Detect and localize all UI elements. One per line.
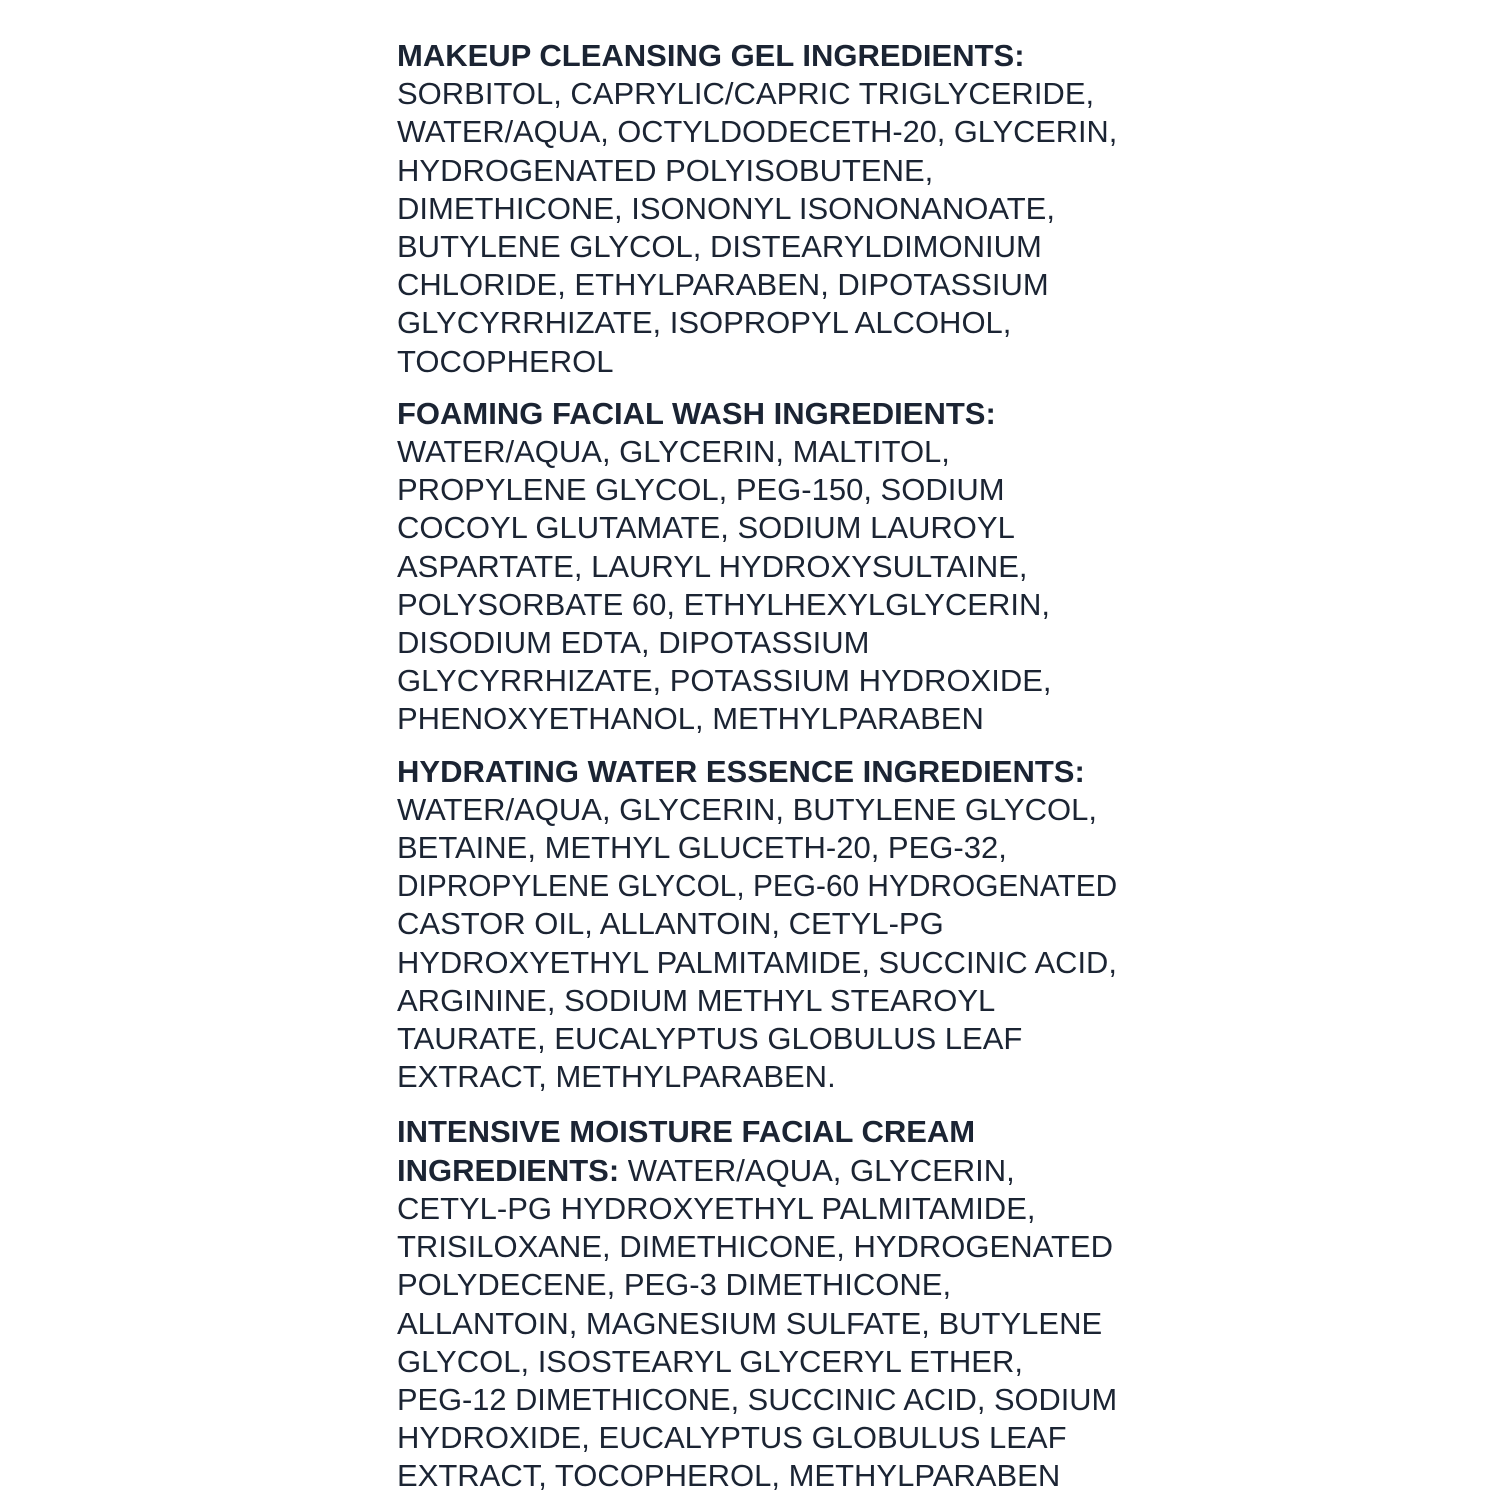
ingredient-line: BETAINE, METHYL GLUCETH-20, PEG-32, [397,830,1007,866]
ingredient-line: POLYSORBATE 60, ETHYLHEXYLGLYCERIN, [397,586,1050,622]
ingredient-line: CHLORIDE, ETHYLPARABEN, DIPOTASSIUM [397,267,1049,303]
ingredient-line: DIMETHICONE, ISONONYL ISONONANOATE, [397,190,1055,226]
ingredient-line-with-heading [397,1152,1117,1190]
ingredient-line: ALLANTOIN, MAGNESIUM SULFATE, BUTYLENE [397,1305,1103,1341]
ingredient-line: CASTOR OIL, ALLANTOIN, CETYL-PG [397,906,944,942]
ingredient-line: PHENOXYETHANOL, METHYLPARABEN [397,701,984,737]
ingredient-line: BUTYLENE GLYCOL, DISTEARYLDIMONIUM [397,229,1042,265]
ingredient-line: SORBITOL, CAPRYLIC/CAPRIC TRIGLYCERIDE, [397,76,1095,112]
ingredient-line: EXTRACT, TOCOPHEROL, METHYLPARABEN [397,1458,1061,1494]
ingredient-line: TOCOPHEROL [397,343,614,379]
foaming-facial-wash-section [397,395,1117,739]
section-heading: HYDRATING WATER ESSENCE INGREDIENTS: [397,753,1085,789]
ingredient-line: ASPARTATE, LAURYL HYDROXYSULTAINE, [397,548,1028,584]
hydrating-water-essence-section [397,753,1117,1097]
ingredient-line: PEG-12 DIMETHICONE, SUCCINIC ACID, SODIUM [397,1381,1118,1417]
section-heading-continuation: INGREDIENTS: [397,1152,620,1188]
ingredient-line: HYDROXIDE, EUCALYPTUS GLOBULUS LEAF [397,1420,1067,1456]
ingredient-line: HYDROXYETHYL PALMITAMIDE, SUCCINIC ACID, [397,944,1117,980]
ingredient-text: WATER/AQUA, GLYCERIN, [619,1152,1015,1188]
ingredient-line: DIPROPYLENE GLYCOL, PEG-60 HYDROGENATED [397,868,1118,904]
ingredient-line: CETYL-PG HYDROXYETHYL PALMITAMIDE, [397,1190,1036,1226]
intensive-moisture-facial-cream-section [397,1113,1117,1495]
ingredient-line: POLYDECENE, PEG-3 DIMETHICONE, [397,1267,952,1303]
ingredient-line: TAURATE, EUCALYPTUS GLOBULUS LEAF [397,1021,1023,1057]
makeup-cleansing-gel-section [397,37,1117,381]
ingredient-line: WATER/AQUA, GLYCERIN, MALTITOL, [397,434,950,470]
ingredient-line: HYDROGENATED POLYISOBUTENE, [397,152,934,188]
ingredient-line: GLYCYRRHIZATE, ISOPROPYL ALCOHOL, [397,305,1012,341]
ingredient-line: GLYCOL, ISOSTEARYL GLYCERYL ETHER, [397,1343,1023,1379]
ingredient-line: ARGININE, SODIUM METHYL STEAROYL [397,982,996,1018]
ingredient-line: TRISILOXANE, DIMETHICONE, HYDROGENATED [397,1229,1113,1265]
ingredient-line: COCOYL GLUTAMATE, SODIUM LAUROYL [397,510,1015,546]
ingredient-line: WATER/AQUA, GLYCERIN, BUTYLENE GLYCOL, [397,791,1097,827]
ingredient-line: EXTRACT, METHYLPARABEN. [397,1059,836,1095]
ingredients-label [397,37,1117,1496]
section-heading: INTENSIVE MOISTURE FACIAL CREAM [397,1114,976,1150]
ingredient-line: GLYCYRRHIZATE, POTASSIUM HYDROXIDE, [397,663,1052,699]
ingredient-line: PROPYLENE GLYCOL, PEG-150, SODIUM [397,472,1005,508]
ingredient-line: WATER/AQUA, OCTYLDODECETH-20, GLYCERIN, [397,114,1118,150]
section-heading: MAKEUP CLEANSING GEL INGREDIENTS: [397,38,1025,73]
section-heading: FOAMING FACIAL WASH INGREDIENTS: [397,395,996,431]
ingredient-line: DISODIUM EDTA, DIPOTASSIUM [397,625,870,661]
